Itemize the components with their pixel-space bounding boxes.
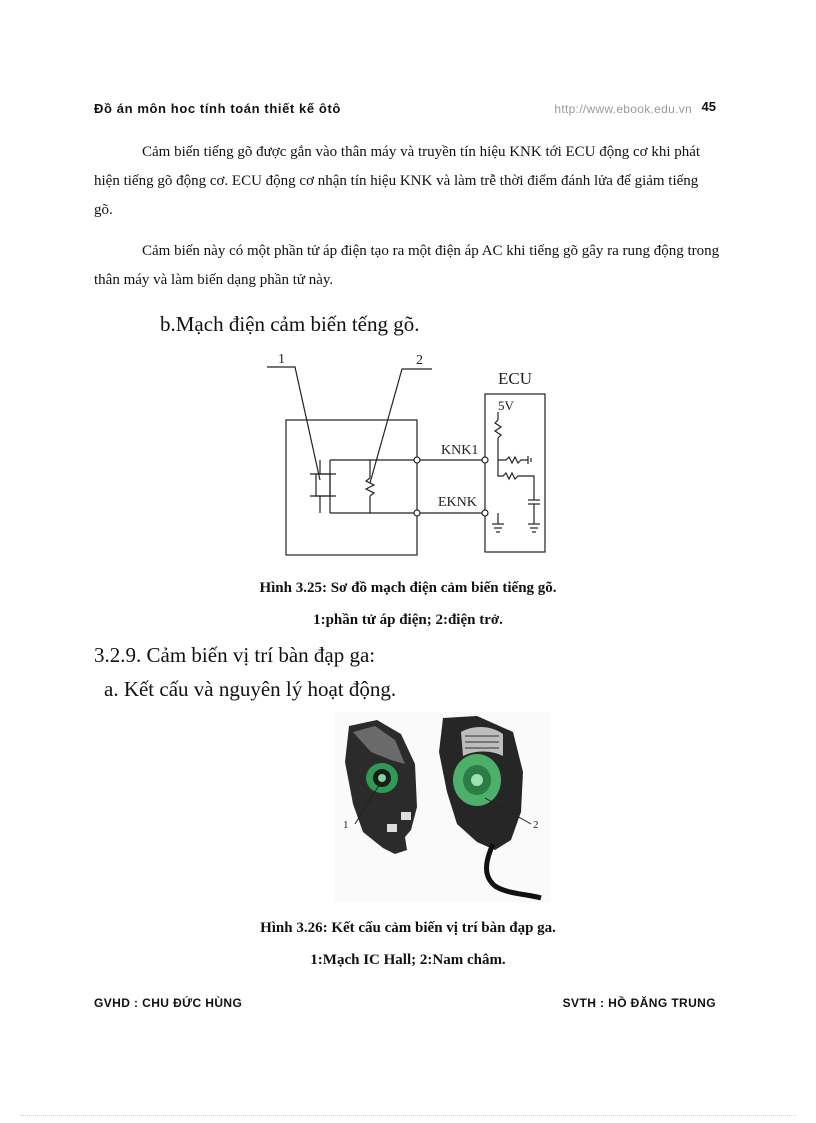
section-heading-b: b.Mạch điện cảm biến tếng gõ.: [160, 312, 420, 336]
page-number: 45: [701, 99, 716, 114]
knock-sensor-circuit-diagram: [262, 348, 562, 560]
voltage-label: 5V: [498, 398, 514, 413]
terminal-knk-sensor: [414, 457, 420, 463]
figure-3-25-caption: Hình 3.25: Sơ đồ mạch điện cảm biến tiếng gõ.: [259, 580, 557, 596]
ecu-label: ECU: [498, 369, 532, 388]
section-heading-a: a. Kết cấu và nguyên lý hoạt động.: [104, 677, 397, 701]
footer-student: SVTH : HỒ ĐĂNG TRUNG: [562, 996, 716, 1010]
eknk-label: EKNK: [438, 495, 477, 510]
terminal-knk-ecu: [482, 457, 488, 463]
figure-3-25-legend: 1:phần tử áp điện; 2:điện trở.: [313, 612, 503, 628]
accelerator-pedal-sensor-photo: [335, 712, 550, 902]
resistor-2: [366, 478, 374, 496]
sensor-housing: [286, 420, 417, 555]
piezo-element: [316, 474, 330, 496]
paragraph-knock-sensor-intro: Cảm biến tiếng gõ được gắn vào thân máy và truyền tín hiệu KNK tới ECU động cơ khi phát hiện tiếng gõ động cơ. ECU động cơ nhận tín hiệu KNK và làm trễ thời điểm đánh lửa để giảm tiếng gõ.: [94, 144, 701, 218]
page-header: [94, 101, 716, 121]
header-url[interactable]: http://www.ebook.edu.vn: [554, 102, 692, 116]
fig1-label-2: 2: [416, 353, 423, 368]
figure-3-26-legend: 1:Mạch IC Hall; 2:Nam châm.: [310, 952, 506, 968]
fig1-label-1: 1: [278, 352, 285, 367]
terminal-eknk-ecu: [482, 510, 488, 516]
leader-line-1: [267, 367, 320, 480]
fig2-label-2: 2: [533, 819, 539, 831]
footer-supervisor: GVHD : CHU ĐỨC HÙNG: [94, 996, 243, 1010]
paragraph-piezo-element: Cảm biến này có một phần tử áp điện tạo ra một điện áp AC khi tiếng gõ gây ra rung động trong thân máy và làm biến dạng phần tử này.: [94, 243, 720, 288]
section-heading-3-2-9: 3.2.9. Cảm biến vị trí bàn đạp ga:: [94, 643, 376, 667]
figure-3-26-caption: Hình 3.26: Kết cấu cảm biến vị trí bàn đạp ga.: [260, 920, 556, 936]
terminal-eknk-sensor: [414, 510, 420, 516]
fig2-label-1: 1: [343, 819, 349, 831]
page-bottom-divider: [20, 1115, 796, 1116]
leader-line-2: [370, 369, 432, 483]
knk1-label: KNK1: [441, 443, 479, 458]
header-title: Đồ án môn hoc tính toán thiết kế ôtô: [94, 101, 341, 116]
ecu-pullup-resistor: [495, 420, 501, 438]
